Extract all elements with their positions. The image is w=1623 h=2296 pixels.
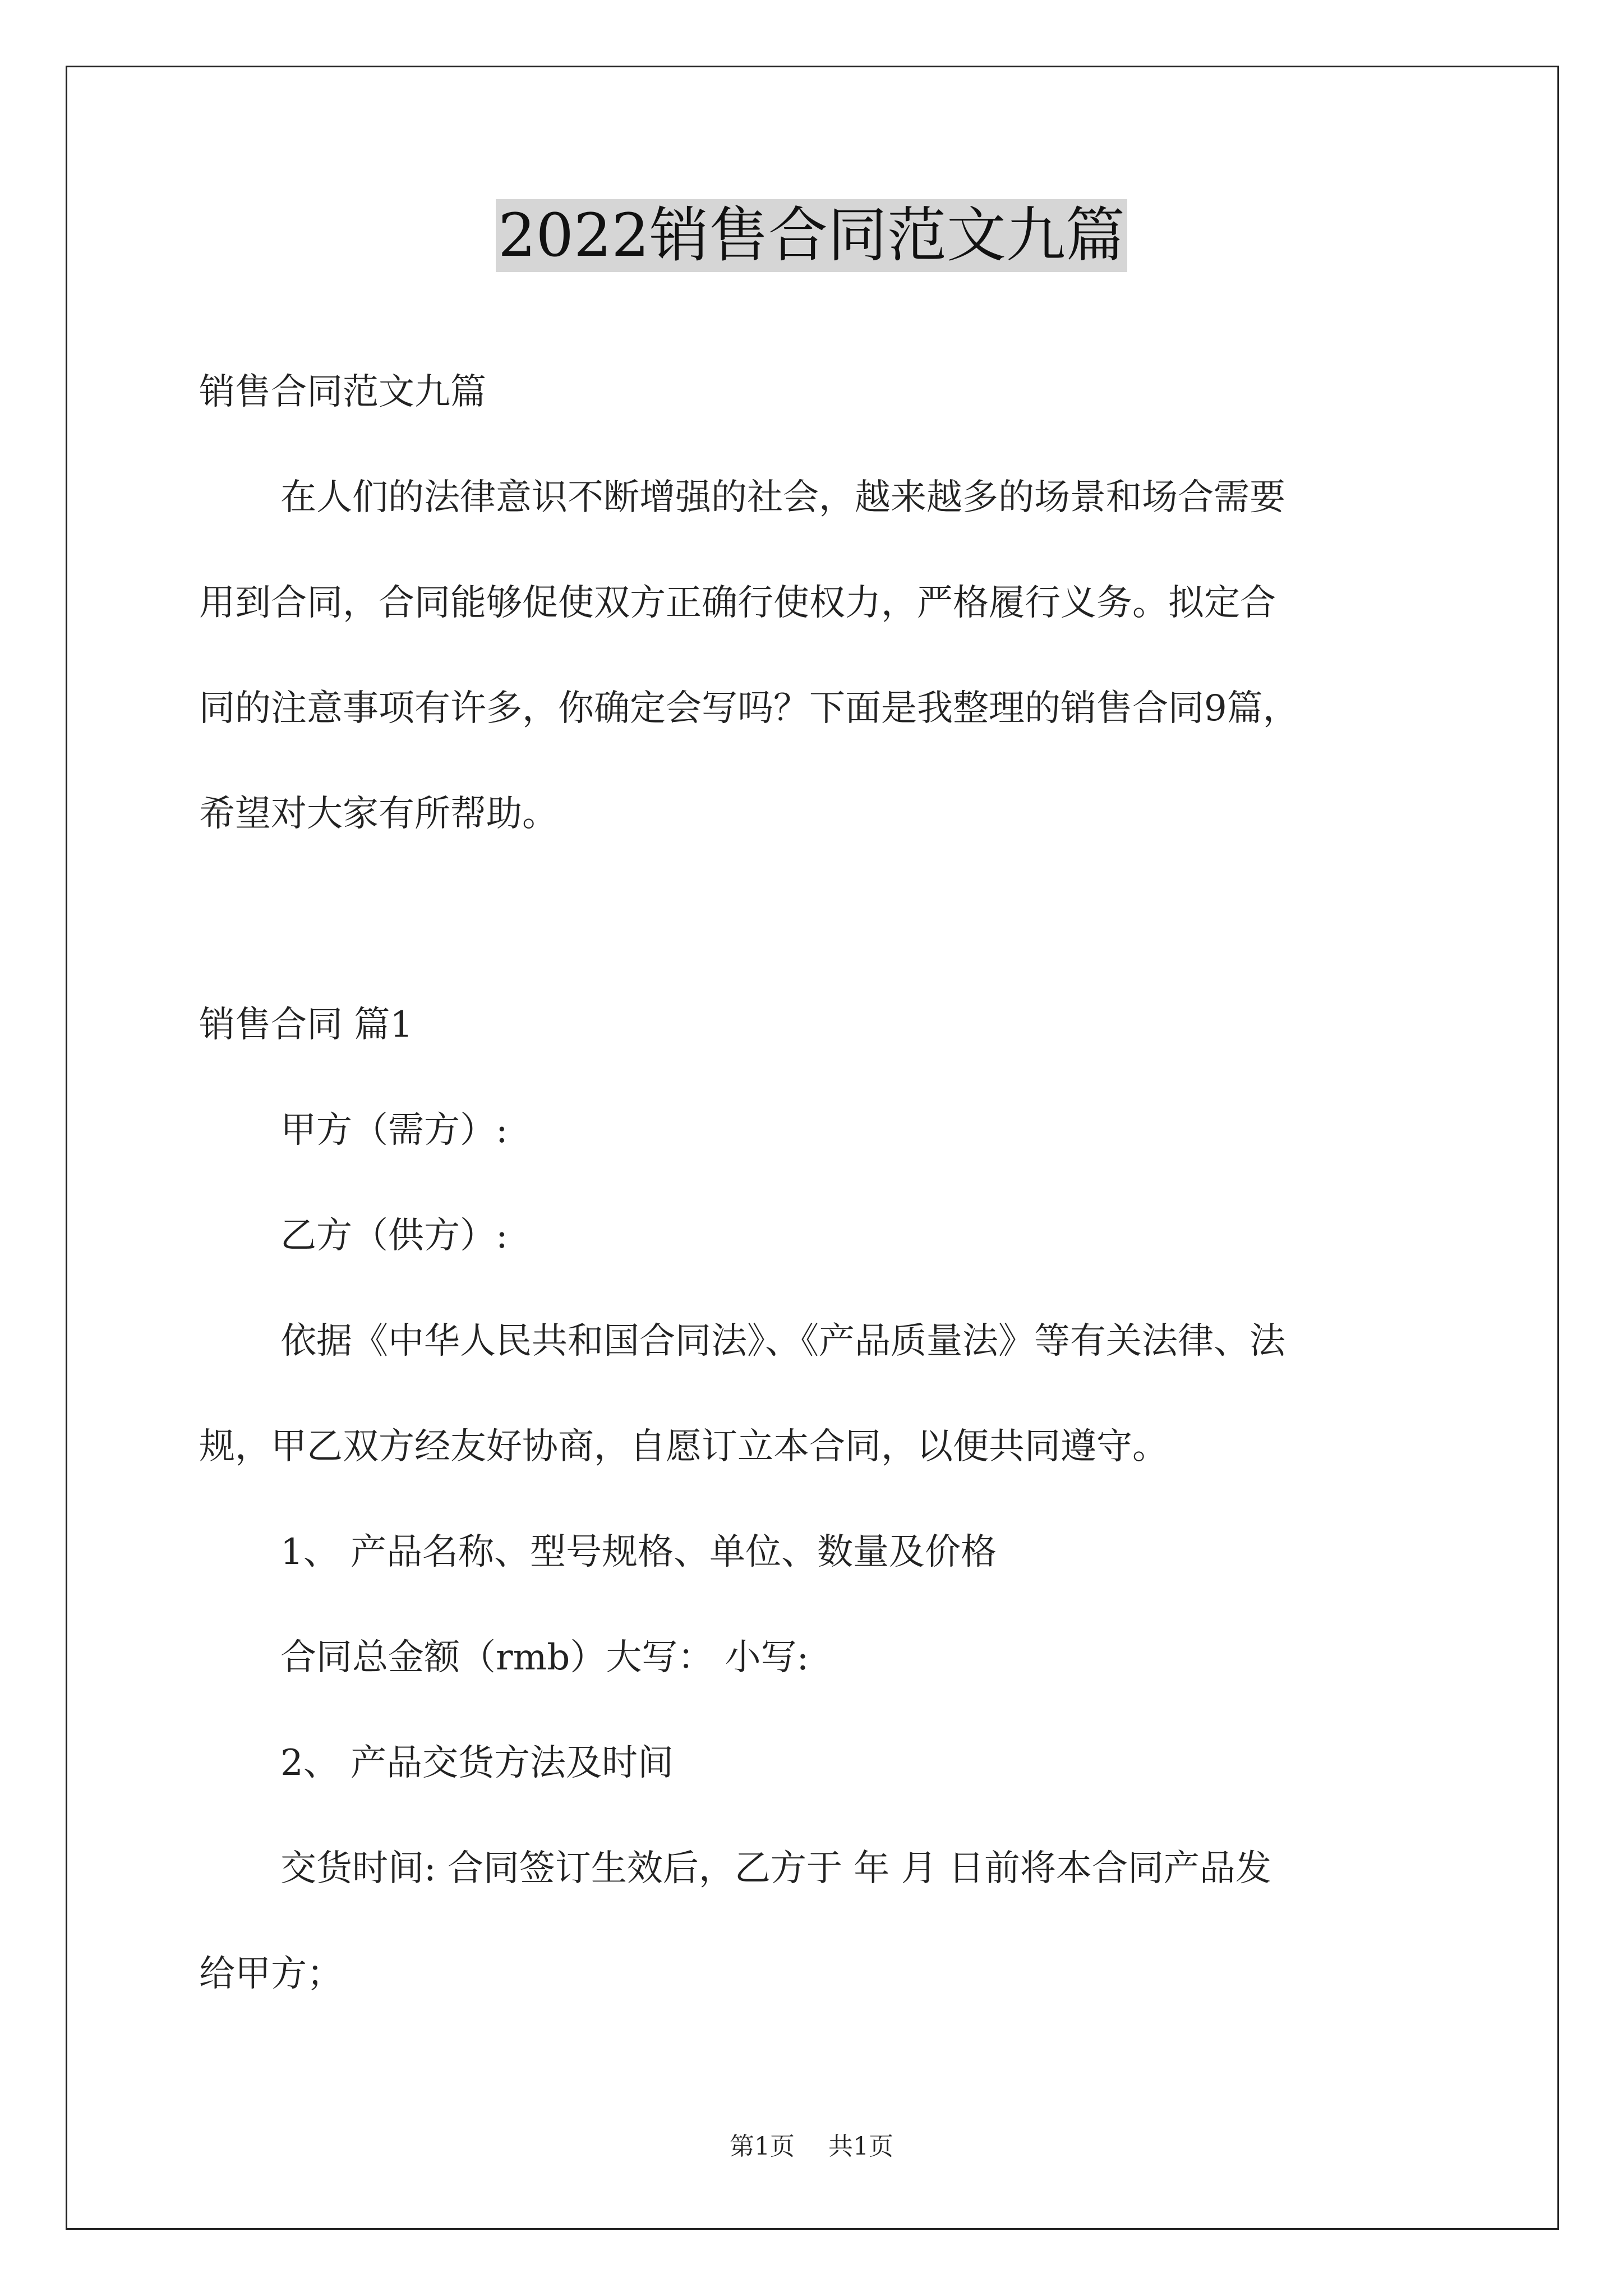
paragraph-line: 同的注意事项有许多，你确定会写吗？下面是我整理的销售合同9篇， bbox=[199, 688, 1299, 729]
paragraph-line: 希望对大家有所帮助。 bbox=[199, 793, 558, 835]
party-a-line: 甲方（需方）: bbox=[280, 1110, 508, 1151]
party-b-line: 乙方（供方）: bbox=[280, 1215, 508, 1257]
section-heading: 销售合同 篇1 bbox=[199, 1004, 413, 1046]
paragraph-line: 给甲方； bbox=[199, 1953, 343, 1995]
clause-heading: 1、 产品名称、型号规格、单位、数量及价格 bbox=[280, 1531, 997, 1573]
clause-heading: 2、 产品交货方法及时间 bbox=[280, 1742, 674, 1784]
document-body bbox=[199, 339, 1455, 2027]
paragraph-line: 交货时间: 合同签订生效后，乙方于 年 月 日前将本合同产品发 bbox=[280, 1848, 1271, 1889]
paragraph-line: 规，甲乙双方经友好协商，自愿订立本合同，以便共同遵守。 bbox=[199, 1426, 1168, 1467]
document-title: 2022销售合同范文九篇 bbox=[496, 199, 1127, 272]
page-total: 共1页 bbox=[828, 2132, 893, 2161]
paragraph-line: 在人们的法律意识不断增强的社会，越来越多的场景和场合需要 bbox=[280, 477, 1285, 518]
subtitle: 销售合同范文九篇 bbox=[199, 371, 486, 413]
page-number: 第1页 bbox=[730, 2132, 795, 2161]
title-wrap bbox=[0, 199, 1623, 272]
paragraph-line: 用到合同，合同能够促使双方正确行使权力，严格履行义务。拟定合 bbox=[199, 582, 1276, 624]
spacer bbox=[199, 867, 1455, 972]
page-footer bbox=[0, 2126, 1623, 2162]
paragraph-line: 依据《中华人民共和国合同法》、《产品质量法》等有关法律、法 bbox=[280, 1320, 1285, 1362]
contract-amount-line: 合同总金额（rmb）大写： 小写: bbox=[280, 1637, 809, 1678]
